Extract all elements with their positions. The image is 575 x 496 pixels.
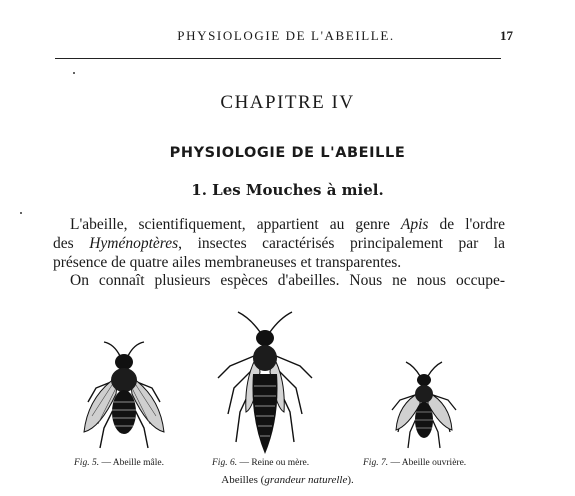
scan-speck <box>73 72 75 74</box>
plate-caption-italic: grandeur naturelle <box>264 474 348 486</box>
plate-caption <box>0 474 575 486</box>
text-line <box>53 234 505 253</box>
text-run: de l'ordre <box>428 216 506 233</box>
scan-speck <box>20 212 22 214</box>
bee-queen-illustration <box>210 308 320 456</box>
bee-worker-illustration <box>380 360 470 452</box>
text-run: , insectes caractérisés principalement par la <box>178 235 505 252</box>
figure-caption <box>363 458 466 468</box>
header-rule <box>55 58 501 59</box>
subsection-heading: 1. Les Mouches à miel. <box>191 181 384 199</box>
paragraph-species <box>53 271 505 290</box>
figure-number: Fig. 5. <box>74 458 100 468</box>
text-line: présence de quatre ailes membraneuses et transparentes. <box>53 254 402 271</box>
running-head <box>55 28 517 48</box>
figure-caption <box>212 458 309 468</box>
text-run: L'abeille, scientifiquement, appartient au genre <box>70 216 401 233</box>
text-line: On connaît plusieurs espèces d'abeilles. Nous ne nous occupe- <box>70 272 505 289</box>
page-number: 17 <box>500 28 513 43</box>
figure-caption-text: — Abeille mâle. <box>99 458 164 468</box>
figure-caption-text: — Abeille ouvrière. <box>388 458 467 468</box>
text-run: des <box>53 235 90 252</box>
plate-caption-suffix: ). <box>347 474 354 486</box>
section-heading: PHYSIOLOGIE DE L'ABEILLE <box>169 145 406 161</box>
bee-male-illustration <box>70 336 180 454</box>
genus-name: Apis <box>400 216 429 233</box>
plate-caption-prefix: Abeilles ( <box>221 474 265 486</box>
figure-caption-text: — Reine ou mère. <box>237 458 310 468</box>
order-name: Hyménoptères <box>89 235 179 252</box>
figure-caption <box>74 458 164 468</box>
chapter-heading: CHAPITRE IV <box>220 92 355 113</box>
text-line <box>53 215 505 234</box>
figure-number: Fig. 6. <box>212 458 238 468</box>
running-title: PHYSIOLOGIE DE L'ABEILLE. <box>177 28 395 43</box>
paragraph-intro <box>53 215 505 272</box>
figure-number: Fig. 7. <box>363 458 389 468</box>
